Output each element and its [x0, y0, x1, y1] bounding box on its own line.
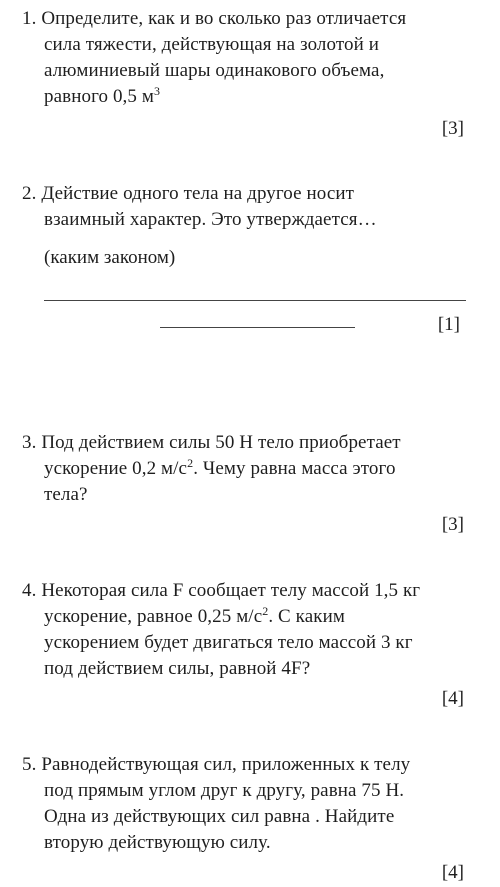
question-2-answer-line-2 [160, 327, 355, 328]
question-4-line-2-suffix: . С каким [268, 606, 345, 627]
question-5 [22, 752, 472, 856]
question-3-line-2 [22, 456, 472, 482]
question-4-line-1: Некоторая сила F сообщает телу массой 1,5 кг [41, 580, 421, 601]
question-4-marks: [4] [441, 688, 464, 709]
question-5-text [22, 752, 472, 856]
question-1-number: 1. [22, 8, 37, 29]
question-2-line-2: взаимный характер. Это утверждается… [44, 209, 377, 230]
question-3-line-1: Под действием силы 50 Н тело приобретает [41, 432, 401, 453]
question-5-line-3: Одна из действующих сил равна . Найдите [44, 806, 395, 827]
question-5-marks: [4] [441, 862, 464, 883]
question-3 [22, 430, 472, 508]
question-1-line-2: сила тяжести, действующая на золотой и [44, 34, 379, 55]
question-1 [22, 6, 472, 110]
question-4-text [22, 578, 472, 682]
question-3-number: 3. [22, 432, 37, 453]
question-1-line-4 [22, 84, 472, 110]
question-3-superscript: 2 [187, 456, 194, 470]
question-2-answer-line-1 [44, 300, 466, 301]
question-2 [22, 181, 472, 233]
question-3-line-3: тела? [44, 484, 88, 505]
question-5-line-4: вторую действующую силу. [44, 832, 271, 853]
question-3-text [22, 430, 472, 508]
question-5-number: 5. [22, 754, 37, 775]
question-4-line-3: ускорением будет двигаться тело массой 3 кг [44, 632, 413, 653]
question-3-line-2-suffix: . Чему равна масса этого [193, 458, 396, 479]
question-1-superscript: 3 [153, 84, 161, 98]
question-2-marks: [1] [437, 314, 460, 335]
question-3-marks: [3] [441, 514, 464, 535]
question-1-line-4-text: равного 0,5 м [44, 86, 154, 107]
question-2-number: 2. [22, 183, 37, 204]
question-3-line-2-prefix: ускорение 0,2 м/с [44, 458, 188, 479]
question-1-text [22, 6, 472, 110]
question-4-superscript: 2 [262, 604, 269, 618]
question-2-line-1: Действие одного тела на другое носит [41, 183, 355, 204]
question-4-line-4: под действием силы, равной 4F? [44, 658, 311, 679]
question-4 [22, 578, 472, 682]
question-1-line-3: алюминиевый шары одинакового объема, [44, 60, 385, 81]
question-2-hint: (каким законом) [44, 247, 176, 268]
question-4-line-2-prefix: ускорение, равное 0,25 м/с [44, 606, 263, 627]
question-5-line-1: Равнодействующая сил, приложенных к телу [41, 754, 411, 775]
question-4-line-2 [22, 604, 472, 630]
question-4-number: 4. [22, 580, 37, 601]
question-5-line-2: под прямым углом друг к другу, равна 75 Н. [44, 780, 405, 801]
question-1-line-1: Определите, как и во сколько раз отличается [41, 8, 407, 29]
question-2-text [22, 181, 472, 233]
question-1-marks: [3] [441, 118, 464, 139]
